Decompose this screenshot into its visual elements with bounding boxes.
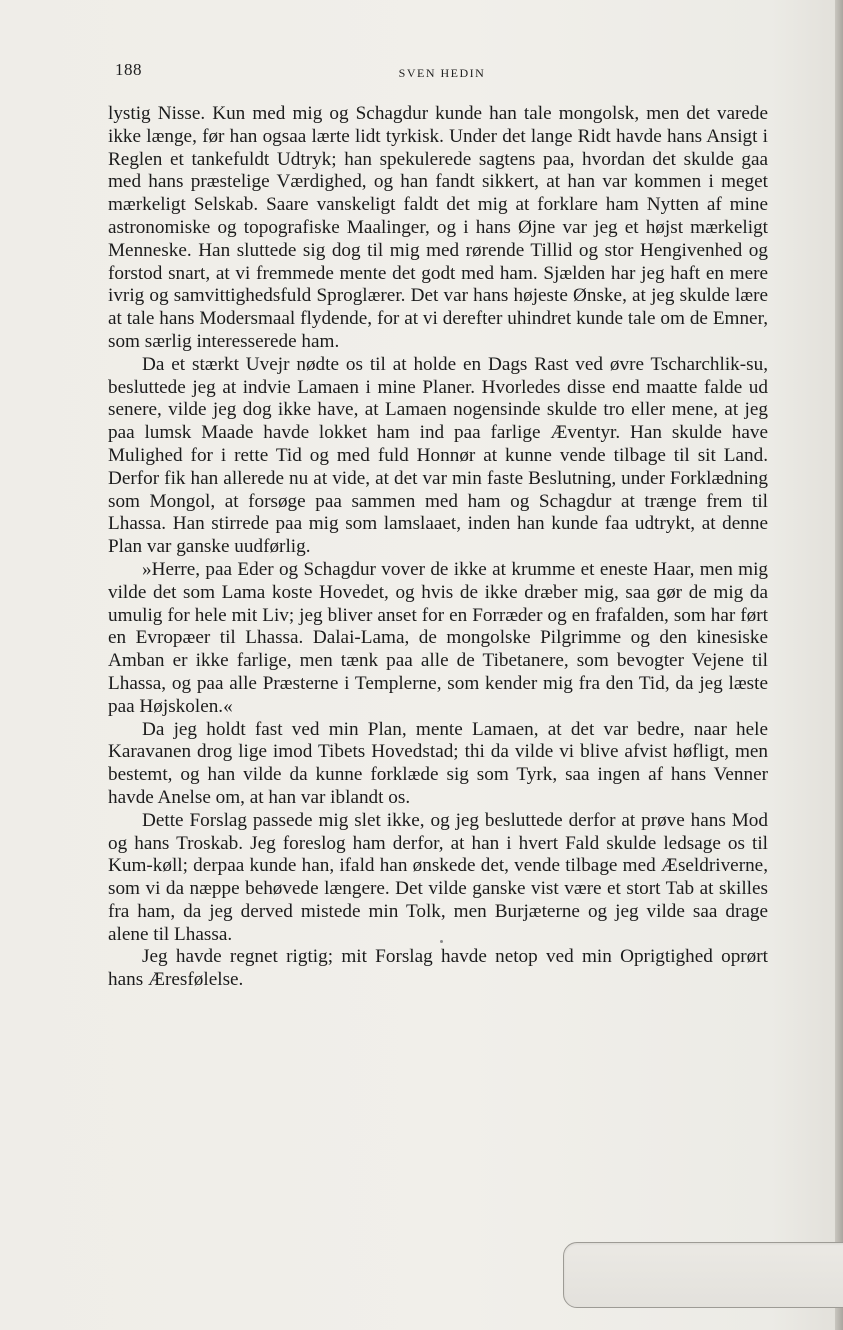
paragraph: »Herre, paa Eder og Schagdur vover de ikke at krumme et eneste Haar, men mig vilde det som Lama koste Hovedet, og hvis de ikke dræber mig, saa gør de mig da umulig for hele mit Liv; jeg bliver anset for en Forræder og en frafalden, som har ført en Evropæer til Lhassa. Dalai-Lama, de mongolske Pilgrimme og den kinesiske Amban er ikke farlige, men tænk paa alle de Tibetanere, som bevogter Vejene til Lhassa, og paa alle Præsterne i Templerne, som kender mig fra den Tid, da jeg læste paa Højskolen.« — [108, 558, 768, 717]
page-number: 188 — [115, 60, 142, 79]
paragraph: lystig Nisse. Kun med mig og Schagdur kunde han tale mongolsk, men det varede ikke længe, før han ogsaa lærte lidt tyrkisk. Under det lange Ridt havde hans Ansigt i Reglen et tankefuldt Udtryk; han spekulerede sagtens paa, hvordan det skulde gaa med hans præstelige Værdighed, og han fandt sikkert, at han var kommen i meget mærkeligt Selskab. Saare vanskeligt faldt det mig at forklare ham Nytten af mine astronomiske og topografiske Maalinger, og i hans Øjne var jeg et højst mærkeligt Menneske. Han sluttede sig dog til mig med rørende Tillid og stor Hengivenhed og forstod snart, at vi fremmede mente det godt med ham. Sjælden har jeg haft en mere ivrig og samvittighedsfuld Sproglærer. Det var hans højeste Ønske, at jeg skulde lære at tale hans Modersmaal flydende, for at vi derefter uhindret kunde tale om de Emner, som særlig interesserede ham. — [108, 103, 768, 352]
library-label-tab — [563, 1242, 843, 1308]
paragraph: Da jeg holdt fast ved min Plan, mente Lamaen, at det var bedre, naar hele Karavanen drog lige imod Tibets Hovedstad; thi da vilde vi blive afvist høfligt, men bestemt, og han vilde da kunne forklæde sig som Tyrk, saa ingen af hans Venner havde Anelse om, at han var iblandt os. — [108, 718, 768, 808]
body-text — [108, 103, 768, 992]
page-edge-shadow — [835, 0, 843, 1330]
running-head: SVEN HEDIN — [398, 66, 486, 80]
ink-speck — [440, 940, 443, 943]
page-header — [112, 60, 772, 84]
paragraph: Dette Forslag passede mig slet ikke, og jeg besluttede derfor at prøve hans Mod og hans Troskab. Jeg foreslog ham derfor, at han i hvert Fald skulde ledsage os til Kum-køll; derpaa kunde han, ifald han ønskede det, vende tilbage med Æseldriverne, som vi da næppe behøvede længere. Det vilde ganske vist være et stort Tab at skilles fra ham, da jeg derved mistede min Tolk, men Burjæterne og jeg vilde saa drage alene til Lhassa. — [108, 809, 768, 945]
paragraph: Jeg havde regnet rigtig; mit Forslag havde netop ved min Oprigtighed oprørt hans Æresfølelse. — [108, 946, 768, 991]
paragraph: Da et stærkt Uvejr nødte os til at holde en Dags Rast ved øvre Tscharchlik-su, besluttede jeg at indvie Lamaen i mine Planer. Hvorledes disse end maatte falde ud senere, vilde jeg dog ikke have, at Lamaen nogensinde skulde tro eller mene, at jeg paa lumsk Maade havde lokket ham ind paa farlige Æventyr. Han skulde have Mulighed for i rette Tid og med fuld Honnør at kunne vende tilbage til sit Land. Derfor fik han allerede nu at vide, at det var min faste Beslutning, under Forklædning som Mongol, at forsøge paa sammen med ham og Schagdur at trænge frem til Lhassa. Han stirrede paa mig som lamslaaet, inden han kunde faa udtrykt, at denne Plan var ganske uudførlig. — [108, 353, 768, 558]
